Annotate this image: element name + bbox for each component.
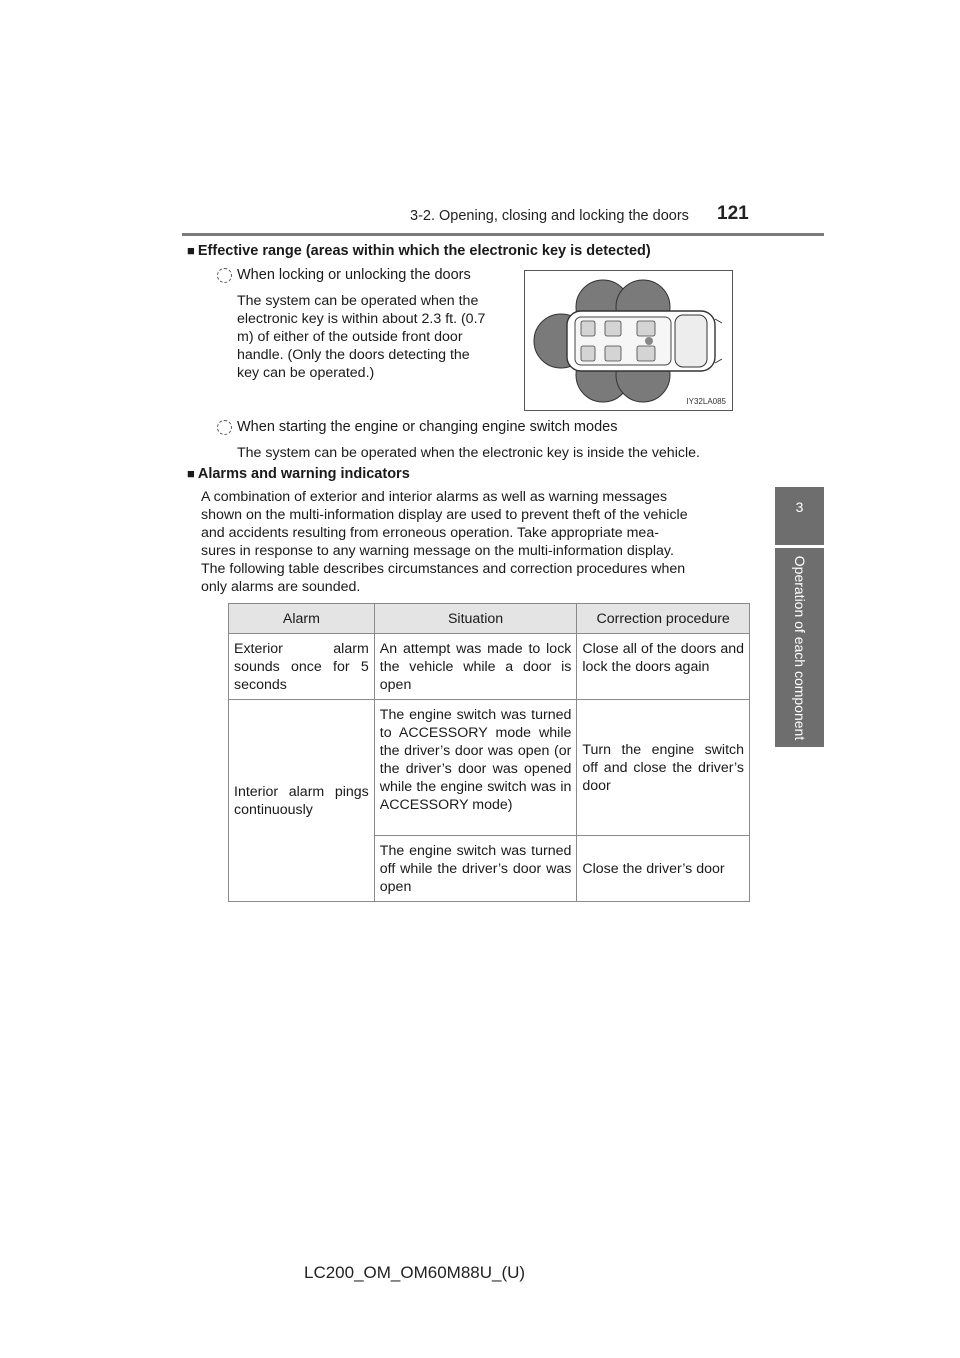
dashed-circle-icon: [217, 420, 232, 435]
alarms-heading: [187, 466, 410, 482]
situation-cell: The engine switch was turned to ACCESSORY mode while the driver’s door was open (or the driver’s door was opened while the engine switch was in ACCESSORY mode): [374, 700, 577, 836]
chapter-number-tab: [775, 487, 824, 545]
chapter-number: 3: [795, 499, 804, 515]
key-position-marker: [645, 337, 653, 345]
section-title: 3-2. Opening, closing and locking the doors: [410, 208, 689, 224]
locking-line: m) of either of the outside front door: [237, 329, 463, 345]
vehicle-range-illustration: [525, 271, 732, 410]
starting-description: The system can be operated when the electronic key is inside the vehicle.: [237, 445, 700, 461]
alarm-cell: Exterior alarm sounds once for 5 seconds: [229, 634, 375, 700]
correction-cell: Close the driver’s door: [577, 836, 750, 902]
locking-description: [237, 292, 507, 382]
situation-cell: An attempt was made to lock the vehicle while a door is open: [374, 634, 577, 700]
effective-range-heading-text: Effective range (areas within which the electronic key is detected): [197, 243, 651, 259]
table-row: [229, 634, 750, 700]
square-bullet-icon: ■: [187, 243, 195, 258]
alarms-line: shown on the multi-information display are used to prevent theft of the vehicle: [201, 507, 688, 523]
alarms-heading-text: Alarms and warning indicators: [197, 466, 410, 482]
square-bullet-icon: ■: [187, 466, 195, 481]
locking-subheading: When locking or unlocking the doors: [237, 267, 471, 283]
chapter-title-tab: [775, 548, 824, 747]
alarms-line: only alarms are sounded.: [201, 579, 361, 595]
column-header-alarm: Alarm: [229, 604, 375, 634]
locking-line: handle. (Only the doors detecting the: [237, 347, 470, 363]
table-row: [229, 700, 750, 836]
locking-line: The system can be operated when the: [237, 293, 479, 309]
starting-subheading: When starting the engine or changing engine switch modes: [237, 419, 618, 435]
alarms-line: The following table describes circumstances and correction procedures when: [201, 561, 686, 577]
alarms-line: sures in response to any warning message on the multi-information display.: [201, 543, 674, 559]
correction-cell: Close all of the doors and lock the doors again: [577, 634, 750, 700]
header-divider: [182, 233, 824, 236]
alarm-table: [228, 603, 750, 902]
locking-line: electronic key is within about 2.3 ft. (0.7: [237, 311, 486, 327]
alarms-line: A combination of exterior and interior alarms as well as warning messages: [201, 489, 668, 505]
locking-line: key can be operated.): [237, 365, 375, 381]
document-code-footer: LC200_OM_OM60M88U_(U): [304, 1263, 526, 1282]
alarm-cell: Interior alarm pings continuously: [229, 700, 375, 902]
dashed-circle-icon: [217, 268, 232, 283]
correction-cell: Turn the engine switch off and close the driver’s door: [577, 700, 750, 836]
figure-code: IY32LA085: [686, 397, 726, 406]
alarms-line: and accidents resulting from erroneous operation. Take appropriate mea-: [201, 525, 659, 541]
situation-cell: The engine switch was turned off while the driver’s door was open: [374, 836, 577, 902]
detection-range-figure: [524, 270, 733, 411]
column-header-correction: Correction procedure: [577, 604, 750, 634]
page-number: 121: [717, 203, 749, 224]
table-header-row: [229, 604, 750, 634]
effective-range-heading: [187, 243, 651, 259]
column-header-situation: Situation: [374, 604, 577, 634]
vehicle-hood: [675, 315, 707, 367]
chapter-title: Operation of each component: [791, 555, 808, 740]
alarms-description: [201, 488, 743, 596]
